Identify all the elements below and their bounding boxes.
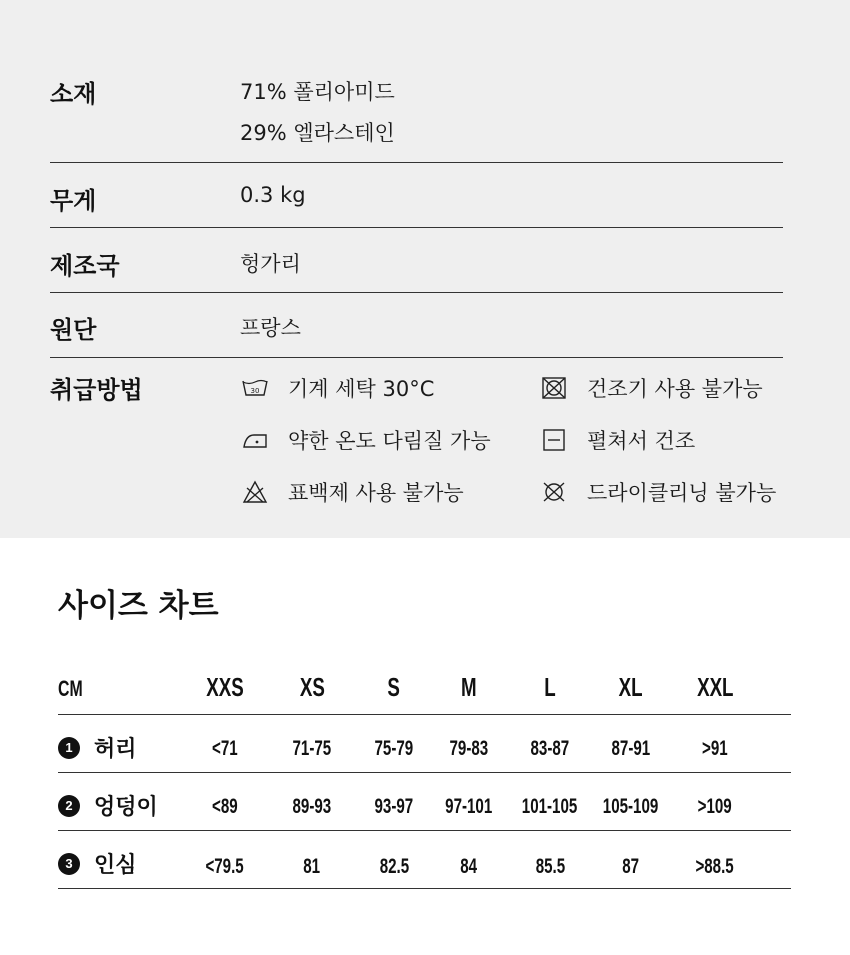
- spec-label-origin: 제조국: [50, 252, 120, 280]
- origin-value: 헝가리: [240, 252, 301, 276]
- divider: [50, 162, 783, 163]
- table-divider: [58, 830, 791, 831]
- no-bleach-icon: [242, 480, 268, 504]
- fabric-value: 프랑스: [240, 316, 301, 340]
- row-label-inseam: [58, 848, 137, 879]
- table-cell: 71-75: [292, 737, 332, 760]
- table-cell: <89: [212, 795, 238, 818]
- size-header-xs: XS: [299, 672, 325, 702]
- table-divider: [58, 888, 791, 889]
- row-label-text: 허리: [94, 737, 137, 762]
- care-text: 기계 세탁 30°C: [288, 377, 435, 401]
- row-number-badge: 1: [58, 737, 80, 759]
- table-cell: 89-93: [292, 795, 332, 818]
- no-dry-clean-icon: [541, 480, 567, 504]
- spec-label-care: 취급방법: [50, 376, 143, 404]
- care-item: [242, 373, 434, 403]
- machine-wash-30-icon: [242, 376, 268, 400]
- material-value-2: 29% 엘라스테인: [240, 121, 395, 145]
- spec-label-material: 소재: [50, 80, 97, 108]
- divider: [50, 292, 783, 293]
- table-cell: 84: [460, 855, 478, 878]
- care-item: [242, 425, 491, 455]
- divider: [50, 357, 783, 358]
- table-cell: 87: [622, 855, 640, 878]
- divider: [50, 227, 783, 228]
- care-item: [242, 477, 464, 507]
- table-cell: 105-109: [603, 795, 659, 818]
- table-cell: <71: [212, 737, 238, 760]
- table-cell: 97-101: [445, 795, 493, 818]
- spec-label-weight: 무게: [50, 187, 97, 215]
- svg-text:30: 30: [250, 387, 260, 395]
- table-cell: 85.5: [535, 855, 565, 878]
- row-label-text: 엉덩이: [94, 795, 158, 820]
- care-text: 드라이클리닝 불가능: [587, 481, 777, 505]
- care-text: 약한 온도 다림질 가능: [288, 429, 491, 453]
- table-cell: 83-87: [530, 737, 570, 760]
- table-divider: [58, 714, 791, 715]
- care-item: [541, 425, 695, 455]
- care-item: [541, 373, 763, 403]
- care-text: 표백제 사용 불가능: [288, 481, 464, 505]
- iron-low-icon: [242, 428, 268, 452]
- table-cell: 81: [303, 855, 321, 878]
- size-header-s: S: [387, 672, 401, 702]
- unit-header: CM: [58, 676, 83, 701]
- table-cell: 79-83: [449, 737, 489, 760]
- table-cell: 101-105: [522, 795, 578, 818]
- row-label-hip: [58, 790, 158, 821]
- size-header-m: M: [461, 672, 477, 702]
- size-header-xxl: XXL: [696, 672, 734, 702]
- care-text: 펼쳐서 건조: [587, 429, 696, 453]
- table-cell: 87-91: [611, 737, 651, 760]
- table-cell: 75-79: [374, 737, 414, 760]
- care-text: 건조기 사용 불가능: [587, 377, 763, 401]
- size-header-l: L: [544, 672, 556, 702]
- table-cell: >88.5: [695, 855, 735, 878]
- table-cell: 93-97: [374, 795, 414, 818]
- table-cell: >109: [697, 795, 733, 818]
- material-value-1: 71% 폴리아미드: [240, 80, 395, 104]
- size-header-xl: XL: [619, 672, 643, 702]
- care-item: [541, 477, 776, 507]
- no-tumble-dry-icon: [541, 376, 567, 400]
- table-divider: [58, 772, 791, 773]
- size-header-xxs: XXS: [206, 672, 244, 702]
- table-cell: <79.5: [205, 855, 245, 878]
- size-chart-title: 사이즈 차트: [58, 588, 219, 624]
- table-cell: >91: [702, 737, 728, 760]
- row-label-waist: [58, 732, 137, 763]
- row-label-text: 인심: [94, 853, 137, 878]
- flat-dry-icon: [541, 428, 567, 452]
- table-cell: 82.5: [379, 855, 409, 878]
- row-number-badge: 2: [58, 795, 80, 817]
- spec-label-fabric: 원단: [50, 316, 97, 344]
- row-number-badge: 3: [58, 853, 80, 875]
- weight-value: 0.3 kg: [240, 183, 306, 207]
